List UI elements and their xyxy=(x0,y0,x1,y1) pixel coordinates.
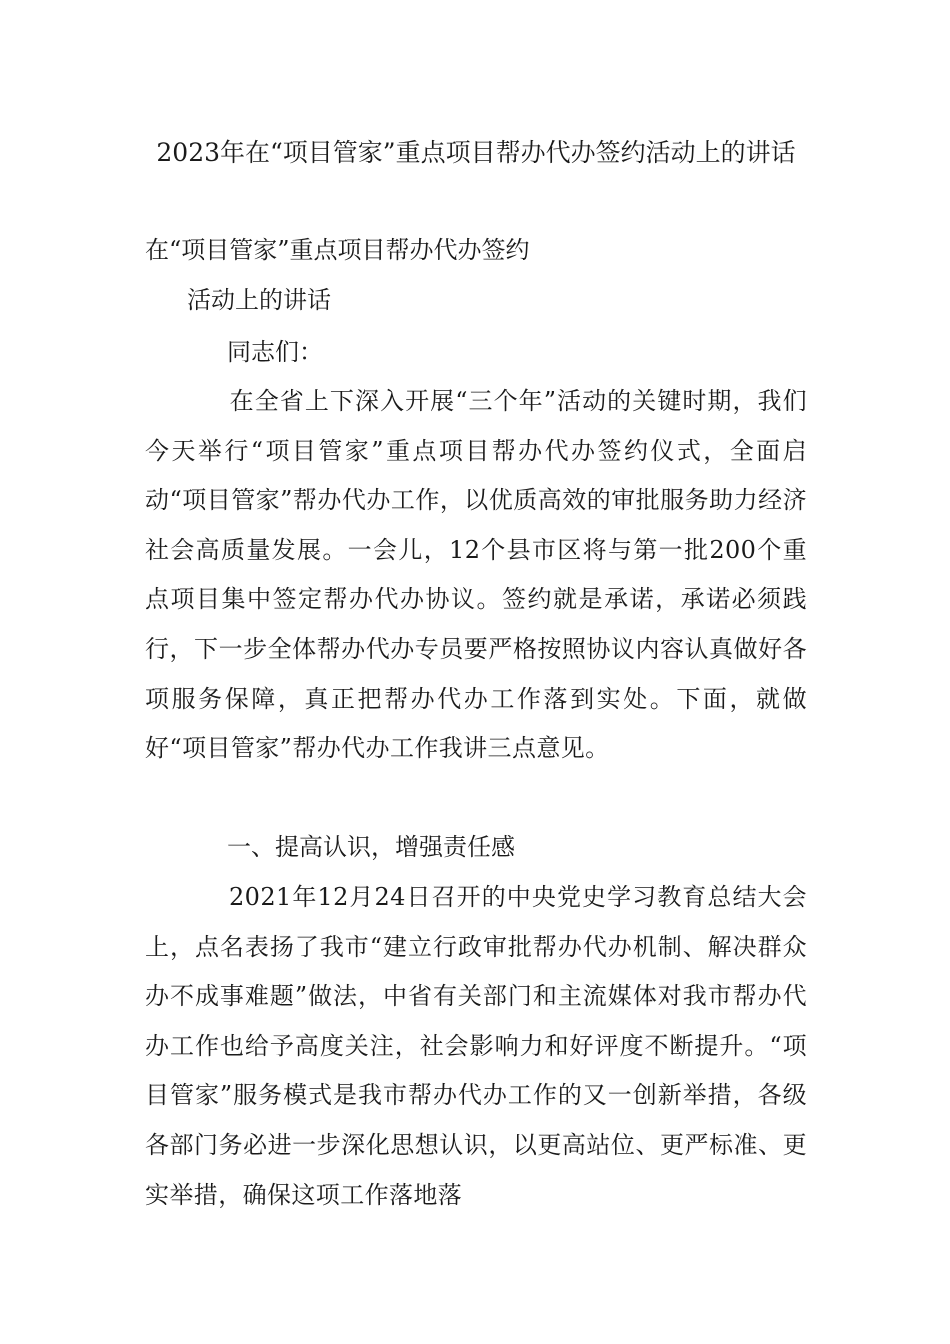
paragraph-section-1-text: 2021年12月24日召开的中央党史学习教育总结大会上，点名表扬了我市“建立行政审批帮办代办机制、解决群众办不成事难题”做法，中省有关部门和主流媒体对我市帮办代办工作也给予高度关注，社会影响力和好评度不断提升。“项目管家”服务模式是我市帮办代办工作的又一创新举措，各级各部门务必进一步深化思想认识，以更高站位、更严标准、更实举措，确保这项工作落地落 xyxy=(145,883,807,1209)
section-heading-1: 一、提高认识，增强责任感 xyxy=(227,833,515,861)
subtitle-line-1: 在“项目管家”重点项目帮办代办签约 xyxy=(145,236,530,264)
paragraph-section-1 xyxy=(145,873,807,1220)
paragraph-intro xyxy=(145,377,807,774)
paragraph-intro-text: 在全省上下深入开展“三个年”活动的关键时期，我们今天举行“项目管家”重点项目帮办代办签约仪式，全面启动“项目管家”帮办代办工作，以优质高效的审批服务助力经济社会高质量发展。一会儿，12个县市区将与第一批200个重点项目集中签定帮办代办协议。签约就是承诺，承诺必须践行，下一步全体帮办代办专员要严格按照协议内容认真做好各项服务保障，真正把帮办代办工作落到实处。下面，就做好“项目管家”帮办代办工作我讲三点意见。 xyxy=(145,387,807,763)
subtitle-line-2: 活动上的讲话 xyxy=(187,286,331,314)
document-title: 2023年在“项目管家”重点项目帮办代办签约活动上的讲话 xyxy=(156,138,796,167)
greeting: 同志们： xyxy=(227,338,323,366)
